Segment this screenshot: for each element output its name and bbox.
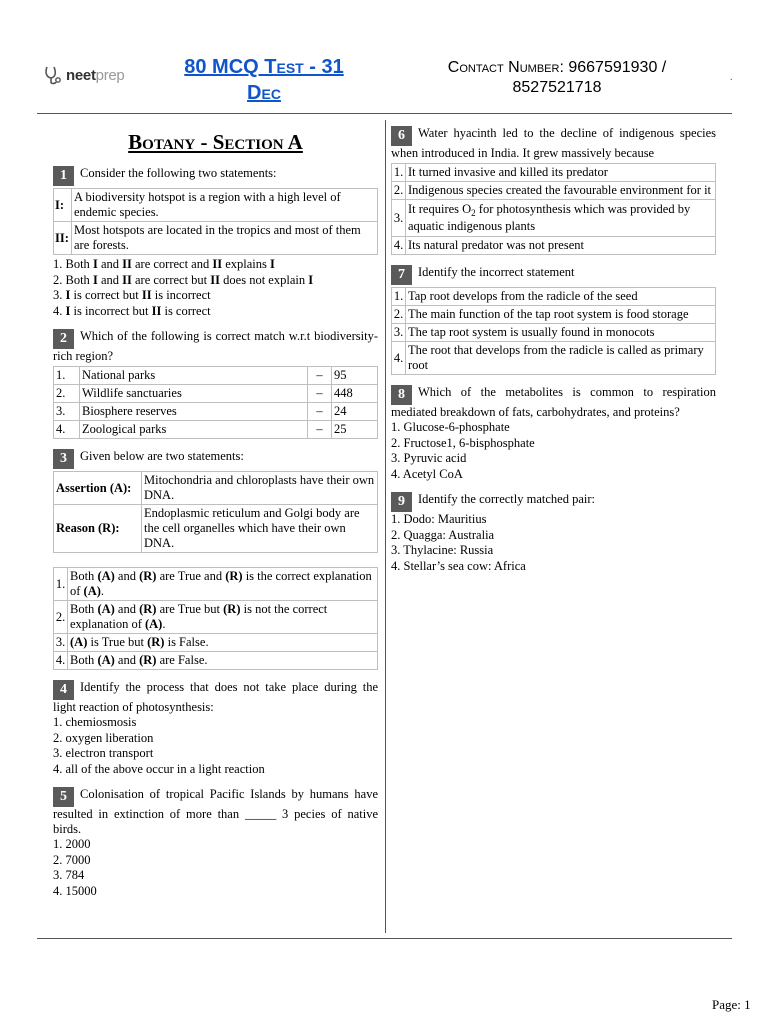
question-text: Water hyacinth led to the decline of indigenous species when introduced in India. It grew massively because [391, 126, 716, 160]
question-1 [53, 166, 378, 319]
page-number: Page: 1 [712, 997, 751, 1012]
option-1[interactable]: 1. Dodo: Mauritius [391, 512, 487, 526]
question-8 [391, 385, 716, 482]
question-number-badge: 3 [53, 449, 74, 469]
table-row [54, 472, 378, 505]
options-list [53, 837, 378, 899]
logo-text-main: neet [66, 66, 96, 84]
option-1[interactable]: 1. Glucose-6-phosphate [391, 420, 510, 434]
option-2[interactable]: 2. oxygen liberation [53, 730, 154, 745]
left-column [53, 126, 378, 909]
statement-text: A biodiversity hotspot is a region with a high level of endemic species. [72, 189, 378, 222]
question-text: Consider the following two statements: [80, 166, 277, 180]
question-2 [53, 329, 378, 439]
option-4[interactable]: 4. Stellar’s sea cow: Africa [391, 558, 526, 573]
test-title-line2: Dec [247, 82, 281, 104]
contact-number-1: 9667591930 / [563, 59, 667, 76]
table-row [54, 505, 378, 553]
question-number-badge: 6 [391, 126, 412, 146]
option-row-2[interactable]: 2. Wildlife sanctuaries – 448 [54, 385, 378, 403]
question-text: Identify the correctly matched pair: [418, 492, 596, 506]
option-2[interactable]: 2. Fructose1, 6-bisphosphate [391, 435, 535, 450]
option-row-3[interactable]: 3. It requires $O_2$ for photosynthesis which was provided by aquatic indigenous plants [392, 200, 716, 237]
option-row-1[interactable]: 1. National parks – 95 [54, 367, 378, 385]
question-number-badge: 5 [53, 787, 74, 807]
option-3[interactable]: 3. Pyruvic acid [391, 451, 467, 465]
options-list [53, 257, 378, 319]
header-divider [37, 113, 732, 114]
question-4 [53, 680, 378, 777]
question-number-badge: 8 [391, 385, 412, 405]
neetprep-logo [42, 64, 124, 86]
contact-info [412, 58, 702, 98]
question-number-badge: 2 [53, 329, 74, 349]
question-text: Identify the incorrect statement [418, 265, 575, 279]
option-row-1[interactable]: 1. It turned invasive and killed its predator [392, 164, 716, 182]
question-text: Identify the process that does not take place during the light reaction of photosynthesis: [53, 680, 378, 714]
option-1[interactable]: 1. chemiosmosis [53, 715, 137, 729]
assertion-text: Mitochondria and chloroplasts have their own DNA. [142, 472, 378, 505]
statements-table [53, 188, 378, 255]
option-row-4[interactable]: 4. Its natural predator was not present [392, 237, 716, 255]
page-header [0, 0, 768, 118]
question-text: Which of the following is correct match w.r.t biodiversity-rich region? [53, 329, 378, 363]
option-row-4[interactable]: 4. Zoological parks – 25 [54, 421, 378, 439]
option-row-2[interactable]: 2. Indigenous species created the favourable environment for it [392, 182, 716, 200]
option-row-1[interactable]: 1. Both (A) and (R) are True and (R) is the correct explanation of (A). [54, 568, 378, 601]
option-row-3[interactable]: 3. The tap root system is usually found in monocots [392, 324, 716, 342]
options-list [391, 512, 716, 574]
question-5 [53, 787, 378, 899]
option-4[interactable]: 4. Acetyl CoA [391, 466, 463, 481]
option-4[interactable]: 4. 15000 [53, 883, 97, 898]
right-column [391, 126, 716, 584]
options-table [53, 366, 378, 439]
option-1[interactable]: 1. Both I and II are correct and II explains I [53, 257, 275, 271]
option-2[interactable]: 2. Both I and II are correct but II does not explain I [53, 272, 314, 287]
statement-label: I: [54, 189, 72, 222]
question-number-badge: 9 [391, 492, 412, 512]
question-number-badge: 4 [53, 680, 74, 700]
option-2[interactable]: 2. 7000 [53, 852, 91, 867]
option-row-4[interactable]: 4. Both (A) and (R) are False. [54, 652, 378, 670]
reason-label: Reason (R): [54, 505, 142, 553]
question-6 [391, 126, 716, 255]
footer-divider [37, 938, 732, 939]
section-title: Botany - Section A [128, 130, 303, 154]
question-3 [53, 449, 378, 670]
question-number-badge: 1 [53, 166, 74, 186]
contact-label: Contact Number: [447, 59, 564, 76]
stethoscope-icon [42, 64, 64, 86]
options-table [53, 567, 378, 670]
table-row [54, 222, 378, 255]
assertion-label: Assertion (A): [54, 472, 142, 505]
options-list [391, 420, 716, 482]
question-text: Colonisation of tropical Pacific Islands by humans have resulted in extinction of more than _____ 3 pecies of native birds. [53, 787, 378, 836]
options-list [53, 715, 378, 777]
statement-label: II: [54, 222, 72, 255]
table-row [54, 189, 378, 222]
question-9 [391, 492, 716, 574]
question-number-badge: 7 [391, 265, 412, 285]
statement-text: Most hotspots are located in the tropics and most of them are forests. [72, 222, 378, 255]
option-3[interactable]: 3. Thylacine: Russia [391, 543, 494, 557]
option-row-3[interactable]: 3. (A) is True but (R) is False. [54, 634, 378, 652]
question-text: Given below are two statements: [80, 449, 244, 463]
option-row-2[interactable]: 2. Both (A) and (R) are True but (R) is not the correct explanation of (A). [54, 601, 378, 634]
reason-text: Endoplasmic reticulum and Golgi body are the cell organelles which have their own DNA. [142, 505, 378, 553]
test-title-link[interactable] [158, 54, 370, 106]
assertion-reason-table [53, 471, 378, 553]
option-3[interactable]: 3. electron transport [53, 746, 154, 760]
header-mark: . [730, 72, 733, 83]
option-3[interactable]: 3. I is correct but II is incorrect [53, 288, 211, 302]
option-row-4[interactable]: 4. The root that develops from the radicle is called as primary root [392, 342, 716, 375]
question-7 [391, 265, 716, 375]
contact-number-2: 8527521718 [512, 79, 602, 96]
test-title-line1: 80 MCQ Test - 31 [184, 56, 344, 78]
option-row-1[interactable]: 1. Tap root develops from the radicle of the seed [392, 288, 716, 306]
option-row-2[interactable]: 2. The main function of the tap root system is food storage [392, 306, 716, 324]
question-text: Which of the metabolites is common to respiration mediated breakdown of fats, carbohydrates, and proteins? [391, 385, 716, 419]
option-1[interactable]: 1. 2000 [53, 837, 91, 851]
options-table [391, 287, 716, 375]
option-2[interactable]: 2. Quagga: Australia [391, 527, 495, 542]
option-row-3[interactable]: 3. Biosphere reserves – 24 [54, 403, 378, 421]
column-divider [385, 120, 386, 933]
options-table [391, 163, 716, 255]
option-4[interactable]: 4. I is incorrect but II is correct [53, 303, 211, 318]
option-4[interactable]: 4. all of the above occur in a light reaction [53, 761, 265, 776]
logo-text-accent: prep [95, 66, 125, 84]
option-3[interactable]: 3. 784 [53, 868, 85, 882]
